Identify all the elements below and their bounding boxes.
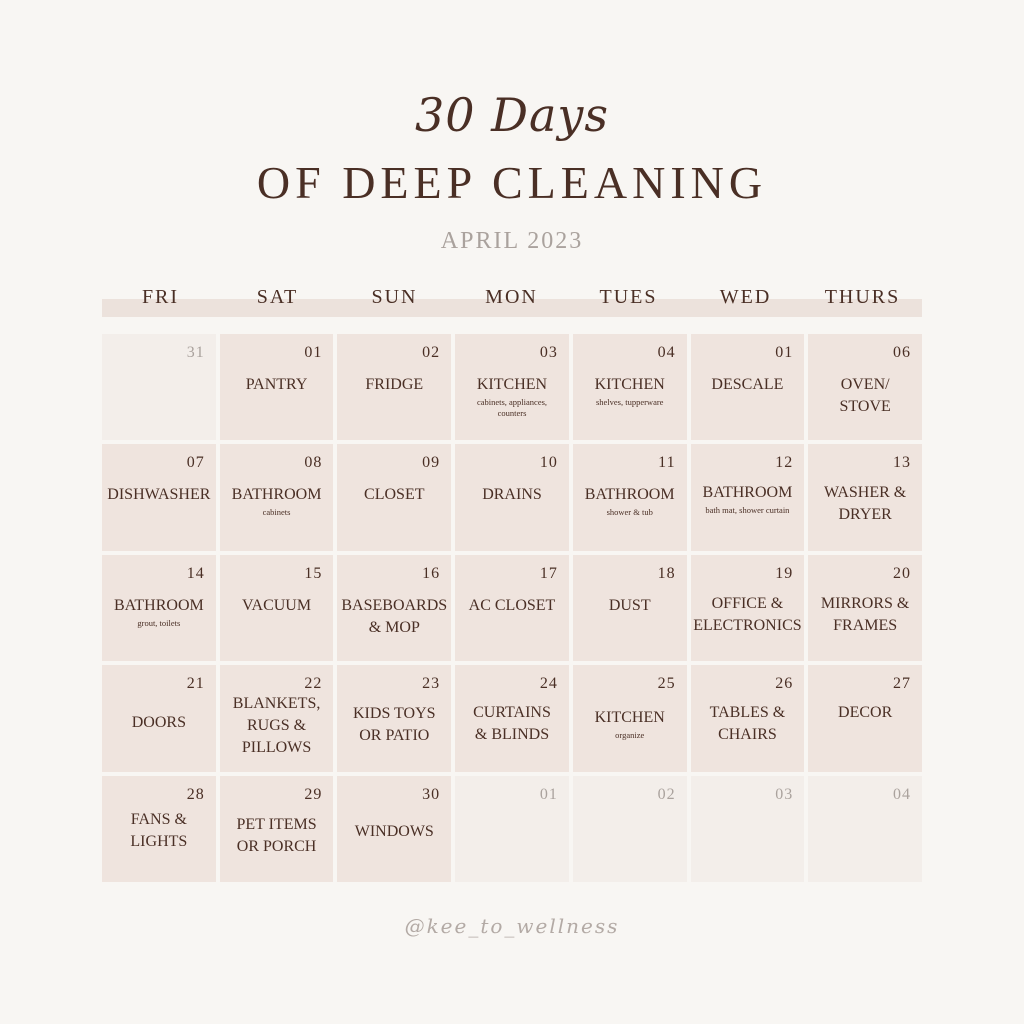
day-number: 01 <box>539 785 558 803</box>
calendar-cell <box>220 444 334 550</box>
task-label: MIRRORS & FRAMES <box>820 594 910 634</box>
task-label: KITCHEN <box>594 376 665 393</box>
day-number: 24 <box>539 675 558 693</box>
day-header-sat: SAT <box>256 286 299 308</box>
calendar-cell <box>808 444 922 550</box>
calendar-cell <box>455 776 569 882</box>
day-header-thurs: THURS <box>824 286 901 308</box>
calendar-cell <box>808 776 922 882</box>
calendar-cell <box>337 665 451 771</box>
task-detail: grout, toilets <box>137 617 181 628</box>
task-detail: shelves, tupperware <box>595 397 664 407</box>
script-title: 30 Days <box>414 88 610 142</box>
day-number: 30 <box>422 785 441 803</box>
day-number: 15 <box>304 564 323 582</box>
calendar-cell <box>691 776 805 882</box>
calendar-cell <box>220 334 334 440</box>
day-header-fri: FRI <box>141 286 180 308</box>
calendar-cell <box>573 776 687 882</box>
day-number: 13 <box>893 454 911 472</box>
calendar-grid <box>102 334 922 882</box>
task-label: DOORS <box>131 714 186 732</box>
task-label: TABLES & CHAIRS <box>709 704 786 744</box>
calendar-cell <box>220 555 334 661</box>
task-label: BATHROOM <box>702 484 793 502</box>
task-label: DESCALE <box>711 376 784 393</box>
task-label: AC CLOSET <box>468 596 556 614</box>
task-label: KIDS TOYS OR PATIO <box>353 705 436 745</box>
task-label: KITCHEN <box>594 709 665 727</box>
task-label: DRAINS <box>482 486 542 504</box>
day-number: 18 <box>657 564 676 582</box>
calendar-cell <box>102 555 216 661</box>
calendar-cell <box>691 665 805 771</box>
calendar-cell <box>220 665 334 771</box>
task-label: KITCHEN <box>476 376 548 393</box>
task-label: BATHROOM <box>113 596 204 614</box>
month-label: APRIL 2023 <box>440 228 584 254</box>
day-number: 22 <box>304 675 323 693</box>
day-number: 01 <box>775 344 794 361</box>
calendar-cell <box>102 776 216 882</box>
task-label: WASHER & DRYER <box>824 484 907 524</box>
task-label: DUST <box>608 596 651 614</box>
day-number: 06 <box>893 344 911 361</box>
calendar-cell <box>337 555 451 661</box>
day-number: 07 <box>186 454 205 472</box>
day-number: 04 <box>657 344 676 361</box>
task-label: BATHROOM <box>231 486 322 504</box>
task-label: OFFICE & ELECTRONICS <box>693 594 802 634</box>
day-number: 28 <box>186 785 205 803</box>
day-number: 19 <box>775 564 794 582</box>
calendar-cell <box>691 555 805 661</box>
task-label: BASEBOARDS & MOP <box>341 596 448 636</box>
day-header-sun: SUN <box>371 286 418 308</box>
task-label: PET ITEMS OR PORCH <box>236 815 317 855</box>
task-detail: cabinets <box>262 507 291 518</box>
calendar-cell <box>455 334 569 440</box>
task-detail: organize <box>615 730 645 741</box>
task-label: DISHWASHER <box>107 486 211 504</box>
calendar-cell <box>455 555 569 661</box>
task-detail: shower & tub <box>606 507 653 518</box>
day-number: 03 <box>539 344 558 361</box>
day-header-wed: WED <box>719 286 772 308</box>
day-number: 11 <box>658 454 676 472</box>
task-label: PANTRY <box>245 376 308 393</box>
day-number: 20 <box>893 564 911 582</box>
task-label: OVEN/ STOVE <box>839 376 891 415</box>
calendar-cell <box>455 665 569 771</box>
day-number: 23 <box>422 675 441 693</box>
day-number: 17 <box>539 564 558 582</box>
calendar-cell <box>102 334 216 440</box>
task-detail: cabinets, appliances, counters <box>476 397 548 418</box>
day-number: 31 <box>186 344 205 361</box>
task-label: VACUUM <box>242 596 312 614</box>
task-label: BLANKETS, RUGS & PILLOWS <box>232 695 321 757</box>
calendar-cell <box>691 334 805 440</box>
task-label: DECOR <box>838 704 893 722</box>
task-label: BATHROOM <box>584 486 675 504</box>
day-number: 25 <box>657 675 676 693</box>
day-header-mon: MON <box>485 286 538 308</box>
calendar-cell <box>337 444 451 550</box>
calendar-cell <box>337 334 451 440</box>
task-detail: bath mat, shower curtain <box>705 505 790 516</box>
page-title: OF DEEP CLEANING <box>256 157 768 208</box>
calendar-cell <box>573 665 687 771</box>
day-number: 16 <box>422 564 441 582</box>
calendar-cell <box>102 665 216 771</box>
day-number: 14 <box>186 564 205 582</box>
calendar-cell <box>337 776 451 882</box>
task-label: CLOSET <box>364 486 425 504</box>
day-headers <box>102 286 922 309</box>
day-number: 01 <box>304 344 323 361</box>
calendar-cell <box>808 665 922 771</box>
task-label: CURTAINS & BLINDS <box>473 704 551 744</box>
calendar-cell <box>573 444 687 550</box>
day-number: 27 <box>893 675 911 693</box>
day-number: 26 <box>775 675 794 693</box>
task-label: FRIDGE <box>365 376 424 393</box>
day-number: 21 <box>186 675 205 693</box>
day-number: 10 <box>539 454 558 472</box>
calendar-cell <box>691 444 805 550</box>
day-number: 12 <box>775 454 794 472</box>
calendar-cell <box>220 776 334 882</box>
calendar-cell <box>808 555 922 661</box>
task-label: WINDOWS <box>354 822 434 840</box>
day-number: 08 <box>304 454 323 472</box>
day-number: 29 <box>304 785 323 803</box>
day-header-tues: TUES <box>599 286 658 308</box>
calendar-cell <box>573 334 687 440</box>
calendar-cell <box>573 555 687 661</box>
day-number: 09 <box>422 454 441 472</box>
calendar-cell <box>102 444 216 550</box>
calendar-cell <box>455 444 569 550</box>
day-number: 03 <box>775 785 794 803</box>
day-number: 02 <box>657 785 676 803</box>
day-number: 04 <box>893 785 911 803</box>
day-number: 02 <box>422 344 441 361</box>
instagram-handle: @kee_to_wellness <box>404 914 620 938</box>
calendar-cell <box>808 334 922 440</box>
task-label: FANS & LIGHTS <box>130 810 188 850</box>
